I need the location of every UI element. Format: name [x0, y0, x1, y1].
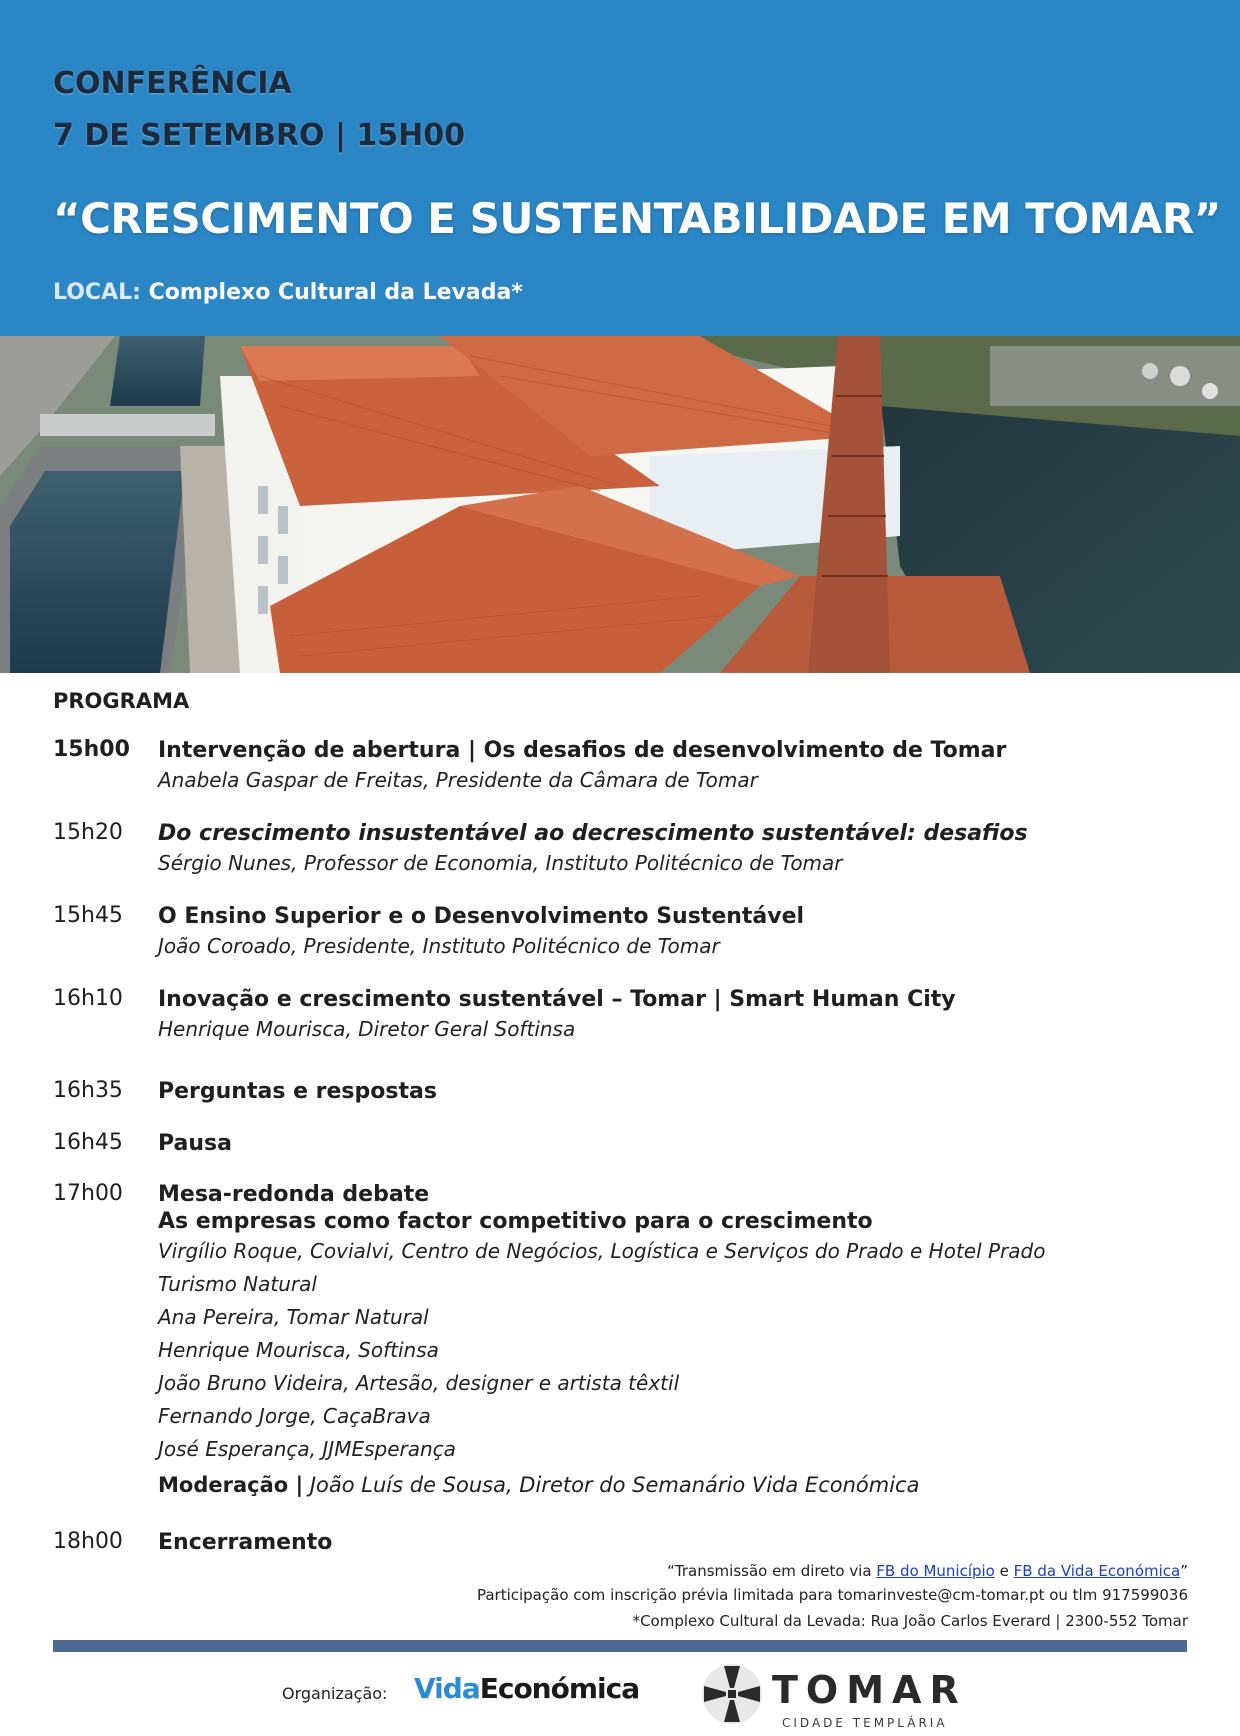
header-banner: [0, 0, 1240, 336]
event-location: [53, 280, 523, 305]
item-title: Do crescimento insustentável ao decrescimento sustentável: desafios: [158, 821, 1028, 846]
item-title: Pausa: [158, 1131, 232, 1156]
logo-part-economica: Económica: [479, 1672, 640, 1705]
moderator: João Luís de Sousa, Diretor do Semanário Vida Económica: [309, 1473, 920, 1497]
moderation-label: Moderação |: [158, 1473, 304, 1497]
item-title: Perguntas e respostas: [158, 1079, 437, 1104]
panelist: Turismo Natural: [158, 1272, 317, 1296]
organization-label: Organização:: [282, 1684, 388, 1703]
item-speaker: Anabela Gaspar de Freitas, Presidente da Câmara de Tomar: [158, 768, 758, 792]
item-title: Inovação e crescimento sustentável – Tomar | Smart Human City: [158, 987, 956, 1012]
panelist: Henrique Mourisca, Softinsa: [158, 1338, 439, 1362]
item-time: 17h00: [53, 1181, 123, 1206]
fb-municipio-link[interactable]: FB do Município: [876, 1562, 995, 1580]
event-title: “CRESCIMENTO E SUSTENTABILIDADE EM TOMAR”: [53, 194, 1221, 243]
item-title: O Ensino Superior e o Desenvolvimento Sustentável: [158, 904, 805, 929]
item-time: 16h35: [53, 1078, 123, 1103]
item-time: 15h45: [53, 903, 123, 928]
item-time: 15h20: [53, 820, 123, 845]
item-title: Mesa-redonda debate: [158, 1182, 430, 1207]
footer-divider: [53, 1640, 1187, 1652]
tomar-logo-name: TOMAR: [772, 1668, 967, 1712]
fb-vida-economica-link[interactable]: FB da Vida Económica: [1013, 1562, 1181, 1580]
broadcast-prefix: “Transmissão em direto via: [667, 1562, 872, 1580]
vida-economica-logo: [414, 1672, 639, 1705]
event-type: CONFERÊNCIA: [53, 66, 292, 101]
address-note: *Complexo Cultural da Levada: Rua João Carlos Everard | 2300-552 Tomar: [632, 1612, 1188, 1630]
broadcast-note: [667, 1562, 1188, 1580]
registration-note: Participação com inscrição prévia limitada para tomarinveste@cm-tomar.pt ou tlm 917599036: [476, 1586, 1188, 1604]
item-title: Intervenção de abertura | Os desafios de desenvolvimento de Tomar: [158, 738, 1007, 763]
venue-aerial-illustration: [0, 336, 1240, 673]
tomar-logo-subtitle: CIDADE TEMPLÁRIA: [782, 1716, 948, 1730]
panelist: José Esperança, JJMEsperança: [158, 1437, 456, 1461]
item-subtitle-title: As empresas como factor competitivo para o crescimento: [158, 1209, 873, 1234]
venue-photo: [0, 336, 1240, 673]
item-time: 16h45: [53, 1130, 123, 1155]
item-title: Encerramento: [158, 1530, 333, 1555]
item-time: 18h00: [53, 1529, 123, 1554]
item-speaker: Henrique Mourisca, Diretor Geral Softinsa: [158, 1017, 576, 1041]
panelist: João Bruno Videira, Artesão, designer e artista têxtil: [158, 1371, 680, 1395]
moderation: [158, 1470, 1178, 1500]
location-label: LOCAL:: [53, 280, 141, 305]
templar-cross-icon: [700, 1662, 764, 1726]
broadcast-and: e: [999, 1562, 1009, 1580]
panelist: Virgílio Roque, Covialvi, Centro de Negócios, Logística e Serviços do Prado e Hotel Prado: [158, 1239, 1046, 1263]
program-heading: PROGRAMA: [53, 689, 190, 713]
panelist: Fernando Jorge, CaçaBrava: [158, 1404, 431, 1428]
broadcast-suffix: ”: [1180, 1562, 1188, 1580]
location-value: Complexo Cultural da Levada*: [148, 280, 523, 305]
event-date: 7 DE SETEMBRO | 15H00: [53, 118, 465, 153]
logo-part-vida: Vida: [414, 1672, 480, 1705]
panelist: Ana Pereira, Tomar Natural: [158, 1305, 429, 1329]
item-time: 15h00: [53, 737, 130, 762]
item-time: 16h10: [53, 986, 123, 1011]
item-speaker: Sérgio Nunes, Professor de Economia, Instituto Politécnico de Tomar: [158, 851, 843, 875]
item-speaker: João Coroado, Presidente, Instituto Politécnico de Tomar: [158, 934, 720, 958]
